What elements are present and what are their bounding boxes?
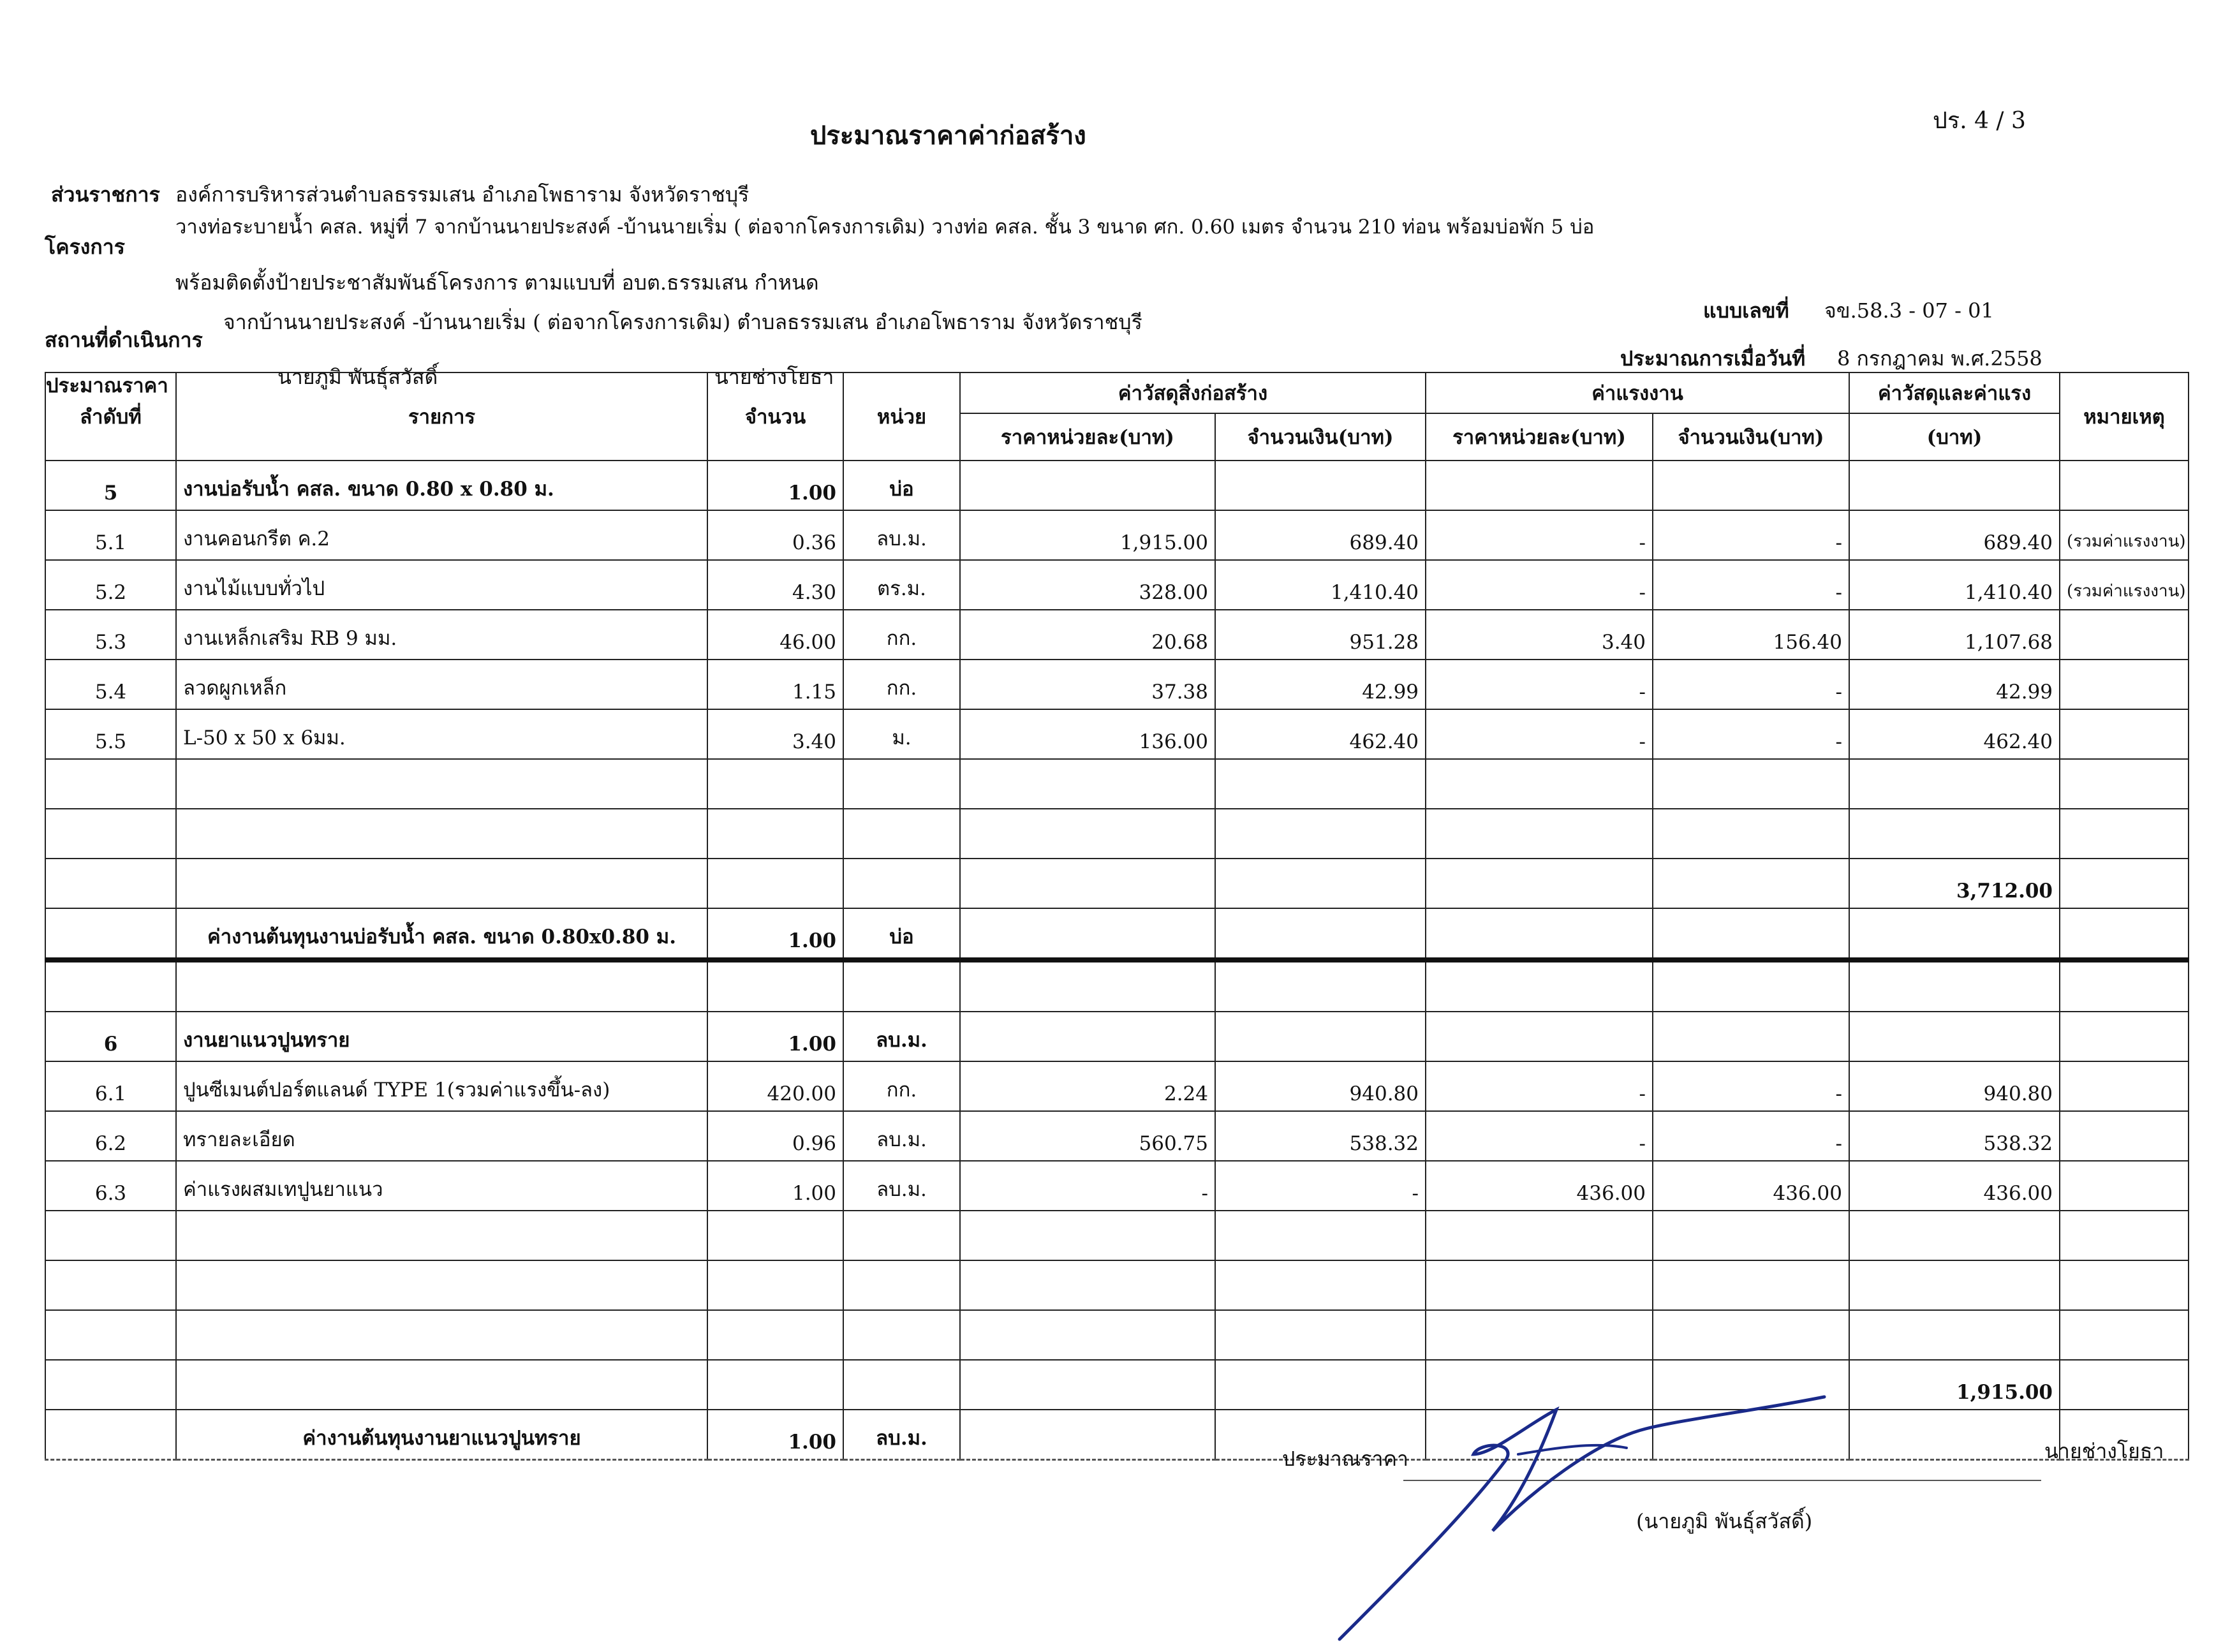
row-total: 538.32 [1849, 1111, 2060, 1161]
row-no [45, 759, 176, 809]
row-no [45, 1360, 176, 1410]
row-unit [843, 859, 960, 908]
row-item: งานยาแนวปูนทราย [176, 1012, 707, 1061]
row-mat-price [960, 1260, 1215, 1310]
row-lab-amount [1653, 908, 1849, 960]
row-unit: ลบ.ม. [843, 1111, 960, 1161]
row-lab-amount [1653, 859, 1849, 908]
row-total: 436.00 [1849, 1161, 2060, 1211]
row-remark [2060, 461, 2189, 510]
row-total: 3,712.00 [1849, 859, 2060, 908]
row-total [1849, 1410, 2060, 1460]
row-unit: ม. [843, 709, 960, 759]
row-lab-price [1426, 1211, 1653, 1260]
table-row [45, 510, 2189, 560]
row-lab-price: - [1426, 709, 1653, 759]
row-mat-price [960, 1012, 1215, 1061]
page-title: ประมาณราคาค่าก่อสร้าง [810, 121, 1086, 151]
row-qty [707, 1260, 843, 1310]
row-qty [707, 759, 843, 809]
row-qty [707, 960, 843, 1012]
row-mat-price [960, 960, 1215, 1012]
row-mat-price [960, 1360, 1215, 1410]
drawing-value: จข.58.3 - 07 - 01 [1824, 299, 1994, 323]
row-item: งานไม้แบบทั่วไป [176, 560, 707, 610]
header-item: รายการ [176, 372, 707, 461]
row-mat-price [960, 1410, 1215, 1460]
row-lab-price [1426, 759, 1653, 809]
header-mat-unit-price: ราคาหน่วยละ(บาท) [960, 413, 1215, 461]
row-mat-price [960, 759, 1215, 809]
row-no [45, 908, 176, 960]
row-qty: 1.00 [707, 1012, 843, 1061]
row-lab-amount: - [1653, 560, 1849, 610]
table-row [45, 610, 2189, 660]
row-unit: ตร.ม. [843, 560, 960, 610]
row-item [176, 809, 707, 859]
row-lab-amount: - [1653, 510, 1849, 560]
row-mat-amount [1215, 1310, 1426, 1360]
row-mat-amount: 1,410.40 [1215, 560, 1426, 610]
row-remark [2060, 1012, 2189, 1061]
table-row [45, 960, 2189, 1012]
row-lab-amount: - [1653, 660, 1849, 709]
row-mat-amount [1215, 859, 1426, 908]
row-unit [843, 1310, 960, 1360]
row-mat-amount [1215, 461, 1426, 510]
header-total-group: ค่าวัสดุและค่าแรง [1849, 372, 2060, 413]
row-unit: ลบ.ม. [843, 1161, 960, 1211]
row-mat-price: 2.24 [960, 1061, 1215, 1111]
row-item [176, 1310, 707, 1360]
row-remark [2060, 1211, 2189, 1260]
row-item: งานเหล็กเสริม RB 9 มม. [176, 610, 707, 660]
row-mat-amount [1215, 1012, 1426, 1061]
row-no [45, 960, 176, 1012]
row-total [1849, 1310, 2060, 1360]
table-row [45, 560, 2189, 610]
row-remark [2060, 1161, 2189, 1211]
row-total: 1,410.40 [1849, 560, 2060, 610]
header-material-group: ค่าวัสดุสิ่งก่อสร้าง [960, 372, 1426, 413]
estimator-title: นายช่างโยธา [714, 365, 834, 389]
row-unit: กก. [843, 1061, 960, 1111]
row-lab-price: - [1426, 510, 1653, 560]
row-qty: 1.00 [707, 1161, 843, 1211]
table-row [45, 709, 2189, 759]
row-total [1849, 1012, 2060, 1061]
header-unit: หน่วย [843, 372, 960, 461]
row-qty: 1.15 [707, 660, 843, 709]
row-no [45, 1310, 176, 1360]
row-lab-amount: - [1653, 709, 1849, 759]
row-no: 5.4 [45, 660, 176, 709]
row-unit [843, 1260, 960, 1310]
table-row [45, 1061, 2189, 1111]
row-total [1849, 461, 2060, 510]
header-qty: จำนวน [707, 372, 843, 461]
row-lab-amount: 436.00 [1653, 1161, 1849, 1211]
row-item: งานคอนกรีต ค.2 [176, 510, 707, 560]
row-lab-price [1426, 1260, 1653, 1310]
row-unit: บ่อ [843, 461, 960, 510]
row-remark [2060, 1310, 2189, 1360]
date-label: ประมาณการเมื่อวันที่ [1620, 346, 1806, 371]
row-unit: กก. [843, 660, 960, 709]
location-value: จากบ้านนายประสงค์ -บ้านนายเริ่ม ( ต่อจากโครงการเดิม) ตำบลธรรมเสน อำเภอโพธาราม จังหวัดราชบุรี [223, 310, 1142, 334]
row-unit: ลบ.ม. [843, 510, 960, 560]
row-no [45, 1211, 176, 1260]
project-line-2: พร้อมติดตั้งป้ายประชาสัมพันธ์โครงการ ตามแบบที่ อบต.ธรรมเสน กำหนด [175, 270, 819, 295]
row-total: 1,107.68 [1849, 610, 2060, 660]
row-item: L-50 x 50 x 6มม. [176, 709, 707, 759]
footer-estimator-title: นายช่างโยธา [2044, 1439, 2164, 1463]
row-qty: 0.36 [707, 510, 843, 560]
row-remark [2060, 809, 2189, 859]
row-mat-price [960, 1310, 1215, 1360]
header-row-1 [45, 372, 2189, 413]
row-mat-price: - [960, 1161, 1215, 1211]
row-lab-price: - [1426, 1111, 1653, 1161]
row-no: 6 [45, 1012, 176, 1061]
drawing-label: แบบเลขที่ [1703, 299, 1789, 323]
row-lab-amount [1653, 960, 1849, 1012]
row-qty [707, 1211, 843, 1260]
row-unit: ลบ.ม. [843, 1012, 960, 1061]
table-row [45, 759, 2189, 809]
header-mat-amount: จำนวนเงิน(บาท) [1215, 413, 1426, 461]
date-value: 8 กรกฎาคม พ.ศ.2558 [1837, 346, 2042, 371]
row-item: ค่างานต้นทุนงานยาแนวปูนทราย [176, 1410, 707, 1460]
row-total: 42.99 [1849, 660, 2060, 709]
row-total [1849, 1260, 2060, 1310]
row-unit [843, 1360, 960, 1410]
row-lab-price [1426, 908, 1653, 960]
row-item: ทรายละเอียด [176, 1111, 707, 1161]
row-item: ลวดผูกเหล็ก [176, 660, 707, 709]
cost-estimate-table [45, 372, 2189, 1461]
row-remark [2060, 1111, 2189, 1161]
row-unit: ลบ.ม. [843, 1410, 960, 1460]
row-no: 6.2 [45, 1111, 176, 1161]
row-total: 1,915.00 [1849, 1360, 2060, 1410]
row-lab-amount [1653, 809, 1849, 859]
row-unit: บ่อ [843, 908, 960, 960]
row-no: 5 [45, 461, 176, 510]
row-item [176, 1260, 707, 1310]
row-mat-amount: 951.28 [1215, 610, 1426, 660]
row-lab-price [1426, 1310, 1653, 1360]
row-remark [2060, 1061, 2189, 1111]
table-row [45, 461, 2189, 510]
table-row [45, 1211, 2189, 1260]
location-label: สถานที่ดำเนินการ [45, 328, 203, 352]
row-mat-amount: 462.40 [1215, 709, 1426, 759]
row-mat-amount: 42.99 [1215, 660, 1426, 709]
row-no: 5.3 [45, 610, 176, 660]
row-qty [707, 809, 843, 859]
row-unit [843, 809, 960, 859]
row-qty: 3.40 [707, 709, 843, 759]
row-lab-price [1426, 859, 1653, 908]
row-lab-amount [1653, 1012, 1849, 1061]
header-lab-amount: จำนวนเงิน(บาท) [1653, 413, 1849, 461]
table-row [45, 1410, 2189, 1460]
row-no [45, 1260, 176, 1310]
row-item [176, 1211, 707, 1260]
row-mat-amount [1215, 1211, 1426, 1260]
row-unit [843, 1211, 960, 1260]
header-remark: หมายเหตุ [2060, 372, 2189, 461]
project-label: โครงการ [45, 235, 125, 259]
row-no: 5.1 [45, 510, 176, 560]
row-total: 462.40 [1849, 709, 2060, 759]
row-total [1849, 759, 2060, 809]
row-remark [2060, 610, 2189, 660]
row-mat-amount: 689.40 [1215, 510, 1426, 560]
row-no: 6.3 [45, 1161, 176, 1211]
row-mat-amount [1215, 960, 1426, 1012]
row-qty: 1.00 [707, 908, 843, 960]
row-unit [843, 759, 960, 809]
row-qty: 46.00 [707, 610, 843, 660]
estimator-label: ประมาณราคา [46, 374, 168, 397]
row-remark [2060, 759, 2189, 809]
header-total-baht: (บาท) [1849, 413, 2060, 461]
agency-label: ส่วนราชการ [51, 182, 160, 207]
row-mat-price [960, 461, 1215, 510]
row-remark [2060, 1260, 2189, 1310]
row-total [1849, 809, 2060, 859]
row-mat-price [960, 809, 1215, 859]
row-lab-price: 436.00 [1426, 1161, 1653, 1211]
header-labor-group: ค่าแรงงาน [1426, 372, 1849, 413]
row-item [176, 1360, 707, 1410]
row-qty: 1.00 [707, 461, 843, 510]
footer-estimator-label: ประมาณราคา [1282, 1447, 1408, 1471]
row-lab-price [1426, 461, 1653, 510]
row-qty: 0.96 [707, 1111, 843, 1161]
row-item [176, 859, 707, 908]
row-mat-amount: 538.32 [1215, 1111, 1426, 1161]
row-qty [707, 1310, 843, 1360]
row-remark [2060, 859, 2189, 908]
row-mat-amount [1215, 1260, 1426, 1310]
row-total [1849, 1211, 2060, 1260]
row-item: ค่างานต้นทุนงานบ่อรับน้ำ คสล. ขนาด 0.80x0.80 ม. [176, 908, 707, 960]
row-remark [2060, 709, 2189, 759]
row-no [45, 859, 176, 908]
row-mat-price [960, 1211, 1215, 1260]
row-lab-amount [1653, 759, 1849, 809]
footer-estimator-name: (นายภูมิ พันธุ์สวัสดิ์) [1636, 1509, 1813, 1533]
row-remark [2060, 960, 2189, 1012]
row-qty [707, 1360, 843, 1410]
table-row [45, 1260, 2189, 1310]
row-mat-price: 20.68 [960, 610, 1215, 660]
row-item [176, 960, 707, 1012]
row-no [45, 809, 176, 859]
row-unit: กก. [843, 610, 960, 660]
table-row [45, 1111, 2189, 1161]
row-lab-price [1426, 809, 1653, 859]
row-lab-price: - [1426, 660, 1653, 709]
project-line-1: วางท่อระบายน้ำ คสล. หมู่ที่ 7 จากบ้านนายประสงค์ -บ้านนายเริ่ม ( ต่อจากโครงการเดิม) วางท่อ คสล. ชั้น 3 ขนาด ศก. 0.60 เมตร จำนวน 210 ท่อน พร้อมบ่อพัก 5 บ่อ [175, 216, 1595, 239]
row-remark: (รวมค่าแรงงาน) [2060, 510, 2189, 560]
row-mat-price: 560.75 [960, 1111, 1215, 1161]
row-item: ปูนซีเมนต์ปอร์ตแลนด์ TYPE 1(รวมค่าแรงขึ้น-ลง) [176, 1061, 707, 1111]
row-lab-price [1426, 1012, 1653, 1061]
row-mat-price: 136.00 [960, 709, 1215, 759]
row-remark: (รวมค่าแรงงาน) [2060, 560, 2189, 610]
row-lab-price [1426, 960, 1653, 1012]
row-lab-price: 3.40 [1426, 610, 1653, 660]
row-no: 6.1 [45, 1061, 176, 1111]
row-total: 940.80 [1849, 1061, 2060, 1111]
table-row [45, 809, 2189, 859]
row-lab-amount [1653, 1310, 1849, 1360]
row-mat-amount [1215, 759, 1426, 809]
row-lab-amount [1653, 1211, 1849, 1260]
handwritten-signature [1327, 1384, 1837, 1652]
row-mat-price [960, 859, 1215, 908]
table-row [45, 1161, 2189, 1211]
row-item: ค่าแรงผสมเทปูนยาแนว [176, 1161, 707, 1211]
header-no: ลำดับที่ [45, 372, 176, 461]
table-row [45, 859, 2189, 908]
estimator-name: นายภูมิ พันธุ์สวัสดิ์ [277, 365, 438, 389]
row-remark [2060, 908, 2189, 960]
table-row [45, 660, 2189, 709]
row-no [45, 1410, 176, 1460]
row-lab-amount [1653, 461, 1849, 510]
row-mat-amount: - [1215, 1161, 1426, 1211]
row-lab-amount: 156.40 [1653, 610, 1849, 660]
row-lab-price: - [1426, 560, 1653, 610]
table-row [45, 1012, 2189, 1061]
row-item: งานบ่อรับน้ำ คสล. ขนาด 0.80 x 0.80 ม. [176, 461, 707, 510]
row-qty [707, 859, 843, 908]
row-mat-amount: 940.80 [1215, 1061, 1426, 1111]
row-remark [2060, 660, 2189, 709]
row-lab-amount: - [1653, 1061, 1849, 1111]
header-lab-unit-price: ราคาหน่วยละ(บาท) [1426, 413, 1653, 461]
row-qty: 4.30 [707, 560, 843, 610]
table-row [45, 908, 2189, 960]
row-no: 5.5 [45, 709, 176, 759]
agency-value: องค์การบริหารส่วนตำบลธรรมเสน อำเภอโพธาราม จังหวัดราชบุรี [175, 182, 749, 207]
row-total: 689.40 [1849, 510, 2060, 560]
page-number: ปร. 4 / 3 [1933, 108, 2026, 134]
row-lab-amount: - [1653, 1111, 1849, 1161]
row-lab-amount [1653, 1260, 1849, 1310]
row-lab-price: - [1426, 1061, 1653, 1111]
row-remark [2060, 1360, 2189, 1410]
row-mat-amount [1215, 908, 1426, 960]
row-qty: 1.00 [707, 1410, 843, 1460]
row-unit [843, 960, 960, 1012]
row-total [1849, 908, 2060, 960]
row-mat-amount [1215, 809, 1426, 859]
row-qty: 420.00 [707, 1061, 843, 1111]
table-row [45, 1360, 2189, 1410]
row-mat-price: 37.38 [960, 660, 1215, 709]
row-total [1849, 960, 2060, 1012]
row-no: 5.2 [45, 560, 176, 610]
row-mat-price: 328.00 [960, 560, 1215, 610]
row-mat-price: 1,915.00 [960, 510, 1215, 560]
row-mat-price [960, 908, 1215, 960]
table-row [45, 1310, 2189, 1360]
row-item [176, 759, 707, 809]
